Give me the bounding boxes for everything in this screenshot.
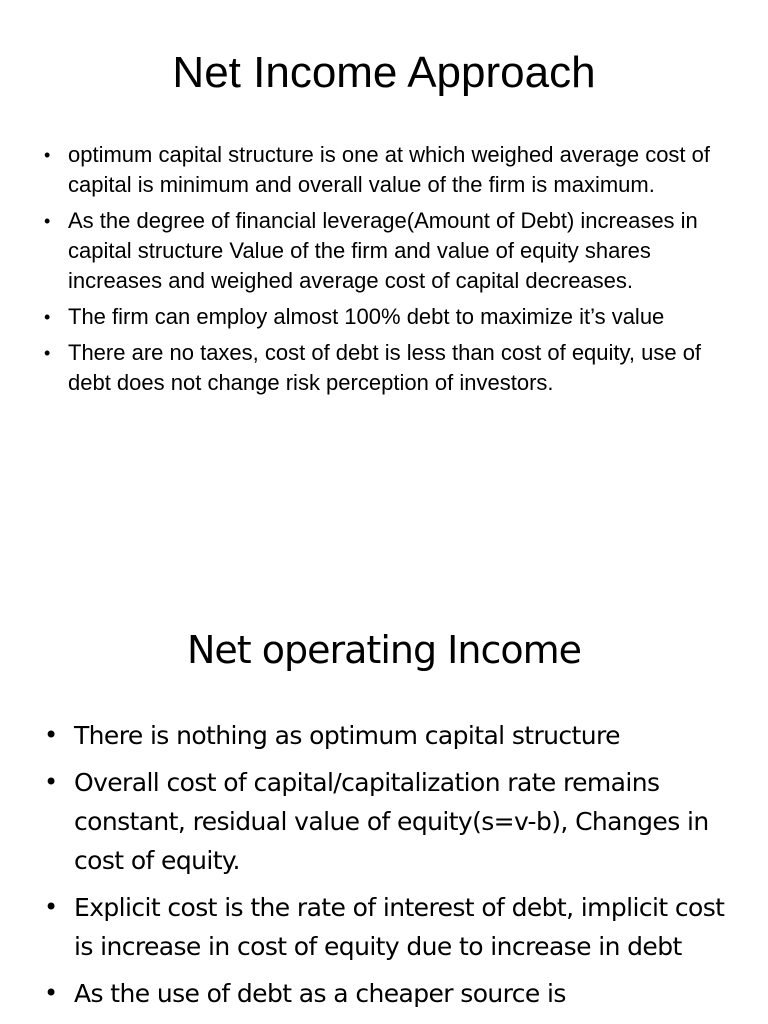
bullet-marker: • xyxy=(44,343,51,363)
slide-net-operating-income xyxy=(0,600,768,1024)
bullet-marker: • xyxy=(44,145,51,165)
bullet-text: There is nothing as optimum capital structure xyxy=(74,721,620,750)
bullet-text: The firm can employ almost 100% debt to maximize it’s value xyxy=(68,304,665,329)
list-item xyxy=(44,974,744,1013)
list-item xyxy=(44,763,744,880)
list-item xyxy=(44,140,734,200)
list-item xyxy=(44,302,734,332)
bullet-text: As the degree of financial leverage(Amount of Debt) increases in capital structure Value of the firm and value of equity shares increases and weighed average cost of capital decreases. xyxy=(68,208,698,293)
bullet-marker: • xyxy=(44,768,58,796)
list-item xyxy=(44,888,744,966)
slide-title: Net Income Approach xyxy=(172,48,596,97)
bullet-text: There are no taxes, cost of debt is less than cost of equity, use of debt does not change risk perception of investors. xyxy=(68,340,702,395)
list-item xyxy=(44,338,734,398)
bullet-text: As the use of debt as a cheaper source is xyxy=(74,979,566,1008)
slide-title: Net operating Income xyxy=(186,628,581,672)
list-item xyxy=(44,716,744,755)
bullet-text: Overall cost of capital/capitalization rate remains constant, residual value of equity(s=v-b), Changes in cost of equity. xyxy=(74,768,709,875)
bullet-text: optimum capital structure is one at which weighed average cost of capital is minimum and overall value of the firm is maximum. xyxy=(68,142,710,197)
bullet-marker: • xyxy=(44,979,58,1007)
bullet-marker: • xyxy=(44,893,58,921)
bullet-marker: • xyxy=(44,721,58,749)
bullet-marker: • xyxy=(44,211,51,231)
bullet-marker: • xyxy=(44,307,51,327)
bullet-list xyxy=(44,140,734,404)
bullet-text: Explicit cost is the rate of interest of debt, implicit cost is increase in cost of equity due to increase in debt xyxy=(74,893,725,961)
list-item xyxy=(44,206,734,296)
bullet-list xyxy=(44,716,744,1021)
